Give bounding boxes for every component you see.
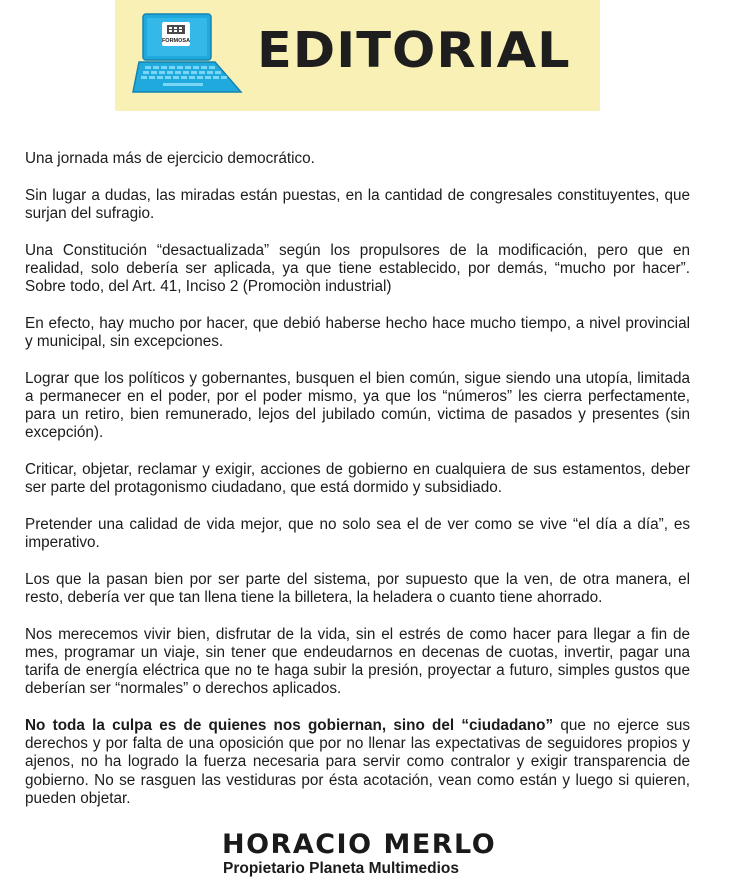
paragraph: Pretender una calidad de vida mejor, que no solo sea el de ver como se vive “el día a día”, es imperativo.	[25, 515, 690, 552]
laptop-icon	[129, 12, 247, 96]
editorial-banner	[115, 0, 600, 111]
closing-paragraph	[25, 717, 690, 808]
signature	[222, 830, 502, 878]
paragraph: En efecto, hay mucho por hacer, que debió haberse hecho hace mucho tiempo, a nivel provincial y municipal, sin excepciones.	[25, 314, 690, 350]
paragraph: Nos merecemos vivir bien, disfrutar de la vida, sin el estrés de como hacer para llegar a fin de mes, programar un viaje, sin tener que endeudarnos en decenas de cuotas, invertir, pagar una tarifa de energía eléctrica que no te haga subir la presión, proyectar a futuro, simples gustos que deberían ser “normales” o derechos aplicados.	[25, 625, 690, 698]
author-name: HORACIO MERLO	[222, 829, 497, 860]
editorial-article	[25, 150, 690, 826]
paragraph: Una Constitución “desactualizada” según los propulsores de la modificación, pero que en realidad, solo debería ser aplicada, ya que tiene establecido, por demás, “mucho por hacer”. Sobre todo, del Art. 41, Inciso 2 (Promociòn industrial)	[25, 241, 690, 296]
page-title: EDITORIAL	[257, 22, 571, 79]
paragraph: Los que la pasan bien por ser parte del sistema, por supuesto que la ven, de otra manera, el resto, debería ver que tan llena tiene la billetera, la heladera o cuanto tiene ahorrado.	[25, 570, 690, 606]
author-role: Propietario Planeta Multimedios	[223, 860, 459, 877]
paragraph: Lograr que los políticos y gobernantes, busquen el bien común, sigue siendo una utopía, limitada a permanecer en el poder, por el poder mismo, ya que los “números” les cierra perfectamente, para un retiro, bien remunerado, lejos del jubilado común, victima de pasados y presentes (sin excepción).	[25, 369, 690, 442]
paragraph: Sin lugar a dudas, las miradas están puestas, en la cantidad de congresales constituyentes, que surjan del sufragio.	[25, 186, 690, 222]
paragraph: Una jornada más de ejercicio democrático.	[25, 150, 315, 167]
closing-text: que no ejerce sus derechos y por falta de una oposición que por no llenar las expectativas de seguidores propios y ajenos, no ha logrado la fuerza necesaria para servir como contralor y exigir transparencia de gobierno. No se rasguen las vestiduras por ésta acotación, vean como están y luego si quieren, pueden objetar.	[25, 716, 690, 807]
paragraph: Criticar, objetar, reclamar y exigir, acciones de gobierno en cualquiera de sus estamentos, deber ser parte del protagonismo ciudadano, que está dormido y subsidiado.	[25, 460, 690, 497]
logo-text: FORMOSA	[161, 38, 191, 44]
closing-bold-text: No toda la culpa es de quienes nos gobiernan, sino del “ciudadano”	[25, 716, 554, 734]
